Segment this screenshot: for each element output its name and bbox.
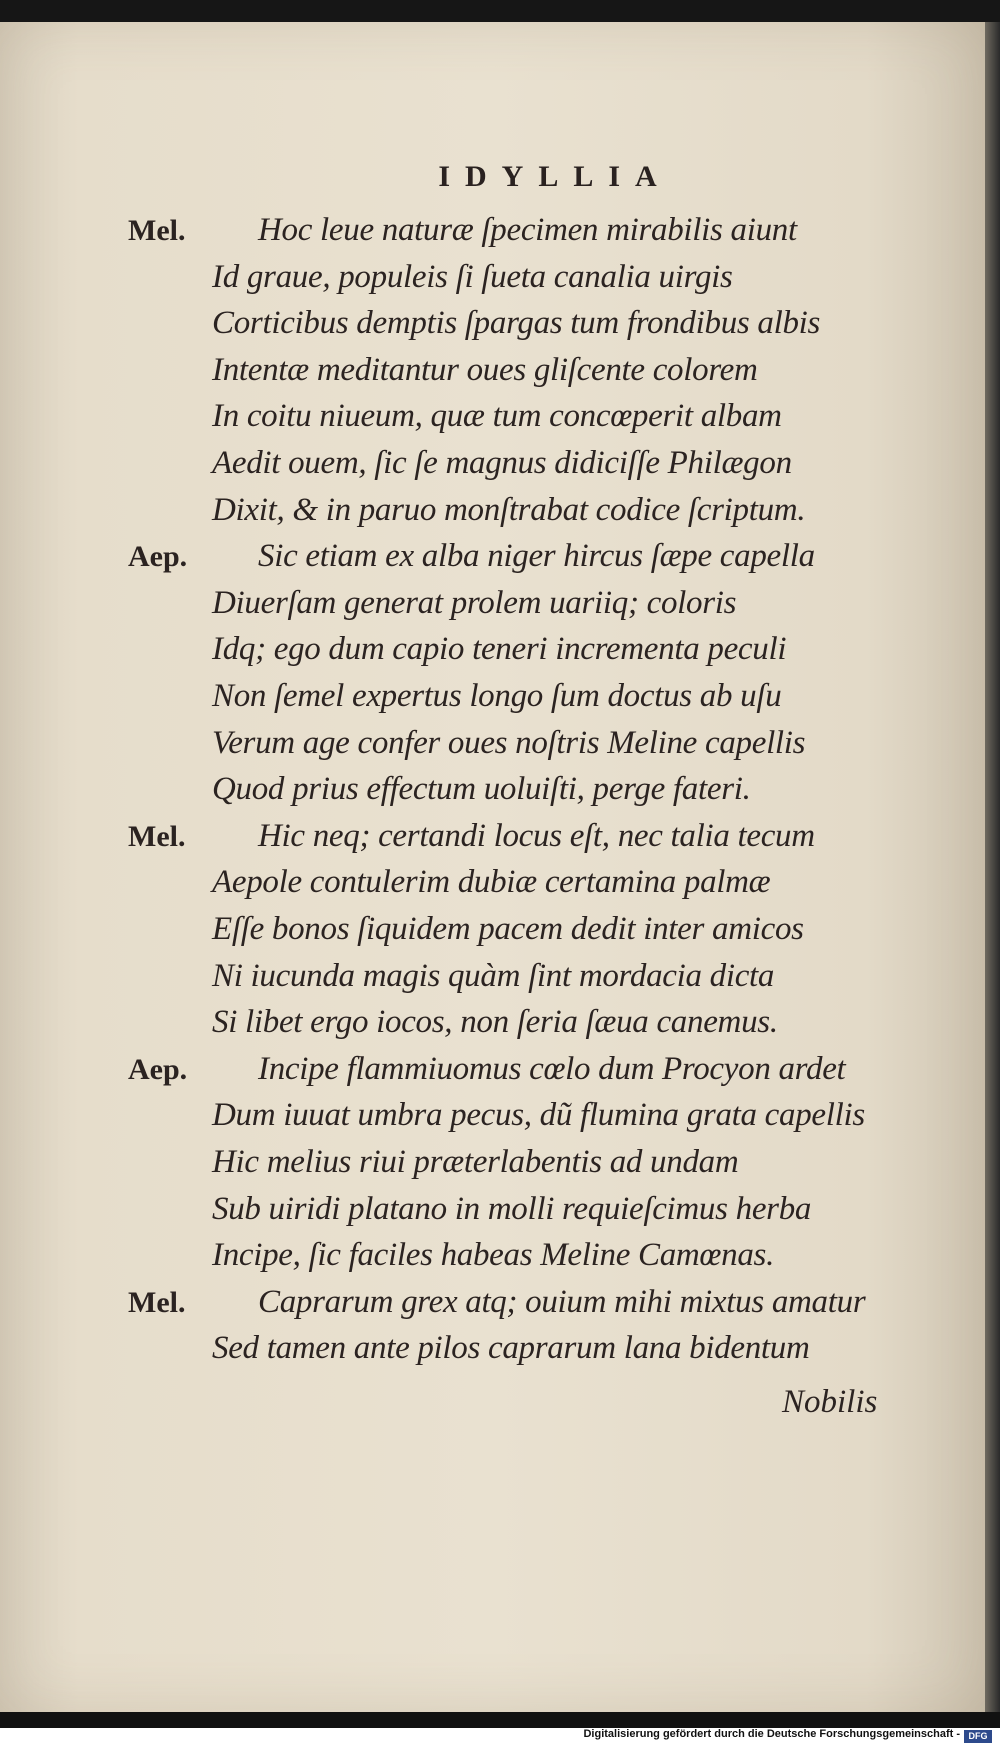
footer-credit: Digitalisierung gefördert durch die Deutsche Forschungsgemeinschaft -	[583, 1728, 960, 1740]
verse-line: Sed tamen ante pilos caprarum lana bidentum	[212, 1330, 810, 1366]
verse-line: Id graue, populeis ſi ſueta canalia uirgis	[212, 259, 733, 295]
verse-line: Hic neq; certandi locus eſt, nec talia tecum	[258, 818, 815, 854]
book-page	[0, 22, 985, 1712]
verse-line: Eſſe bonos ſiquidem pacem dedit inter amicos	[212, 911, 804, 947]
verse-line: Sub uiridi platano in molli requieſcimus herba	[212, 1191, 812, 1227]
verse-line: Corticibus demptis ſpargas tum frondibus albis	[212, 305, 821, 341]
verse-line: Sic etiam ex alba niger hircus ſæpe capella	[258, 538, 815, 574]
speaker-label: Mel.	[128, 820, 186, 853]
top-border	[0, 0, 1000, 22]
verse-line: Aepole contulerim dubiæ certamina palmæ	[212, 864, 771, 900]
verse-line: Dixit, & in paruo monſtrabat codice ſcriptum.	[212, 492, 806, 528]
verse-line: Non ſemel expertus longo ſum doctus ab uſu	[212, 678, 782, 714]
dfg-logo: DFG	[964, 1730, 992, 1743]
page-title: IDYLLIA	[438, 160, 672, 193]
speaker-label: Mel.	[128, 214, 186, 247]
bottom-border	[0, 1712, 1000, 1728]
verse-line: Caprarum grex atq; ouium mihi mixtus amatur	[258, 1284, 866, 1320]
speaker-label: Aep.	[128, 540, 188, 573]
verse-line: Intentæ meditantur oues gliſcente colorem	[212, 352, 758, 388]
verse-line: Aedit ouem, ſic ſe magnus didiciſſe Philægon	[212, 445, 792, 481]
verse-line: Verum age confer oues noſtris Meline capellis	[212, 725, 806, 761]
verse-line: Incipe flammiuomus cœlo dum Procyon ardet	[258, 1051, 846, 1087]
verse-line: Idq; ego dum capio teneri incrementa peculi	[212, 631, 787, 667]
speaker-label: Mel.	[128, 1286, 186, 1319]
book-spine	[985, 22, 1000, 1712]
verse-line: Quod prius effectum uoluiſti, perge fateri.	[212, 771, 751, 807]
verse-line: Incipe, ſic faciles habeas Meline Camœnas.	[212, 1237, 775, 1273]
verse-line: Dum iuuat umbra pecus, dũ flumina grata capellis	[212, 1097, 865, 1133]
verse-block	[0, 22, 985, 1712]
verse-line: Hoc leue naturæ ſpecimen mirabilis aiunt	[258, 212, 797, 248]
verse-line: In coitu niueum, quæ tum concœperit albam	[212, 398, 782, 434]
verse-line: Hic melius riui præterlabentis ad undam	[212, 1144, 739, 1180]
verse-line: Diuerſam generat prolem uariiq; coloris	[212, 585, 737, 621]
speaker-label: Aep.	[128, 1053, 188, 1086]
catchword: Nobilis	[782, 1384, 878, 1420]
verse-line: Ni iucunda magis quàm ſint mordacia dicta	[212, 958, 775, 994]
verse-line: Si libet ergo iocos, non ſeria ſæua canemus.	[212, 1004, 778, 1040]
